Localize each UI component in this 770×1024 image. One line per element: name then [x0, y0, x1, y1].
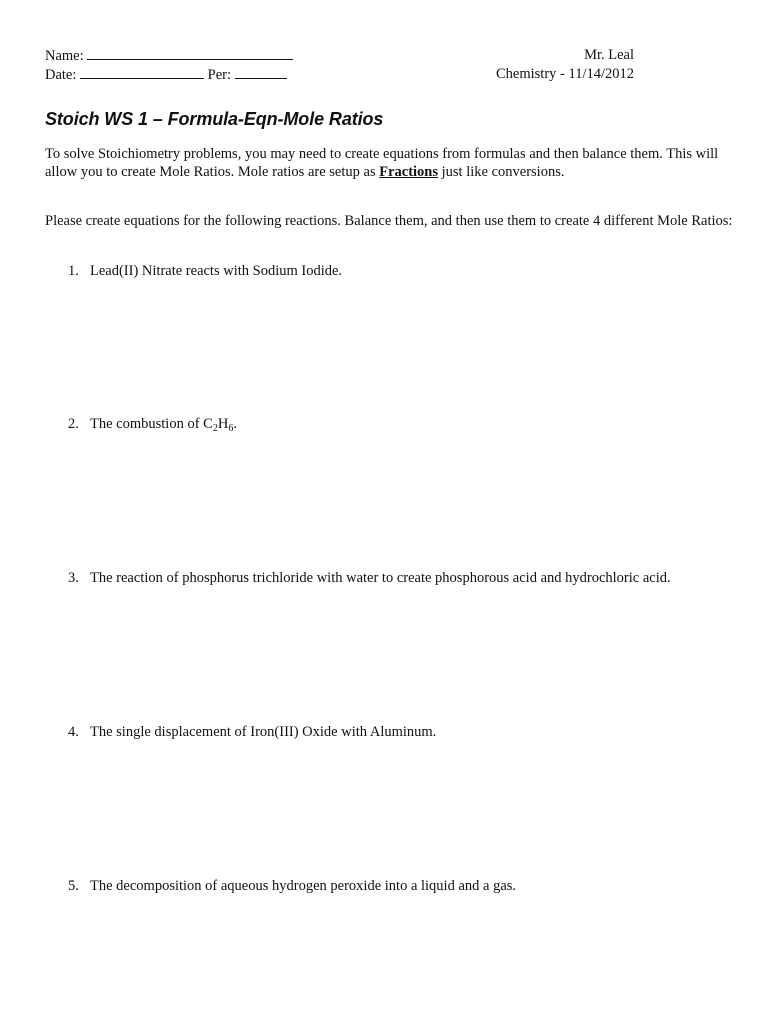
name-line — [45, 46, 293, 65]
intro-text-2: just like conversions. — [441, 164, 565, 180]
intro-emphasis: Fractions — [379, 164, 439, 180]
question-text: Lead(II) Nitrate reacts with Sodium Iodide. — [90, 263, 343, 279]
answer-space-1[interactable] — [68, 282, 728, 412]
question-text: The decomposition of aqueous hydrogen peroxide into a liquid and a gas. — [90, 878, 517, 894]
per-label: Per: — [207, 67, 232, 83]
name-label: Name: — [45, 48, 84, 64]
question-text: The single displacement of Iron(III) Oxide with Aluminum. — [90, 724, 437, 740]
question-4 — [68, 723, 436, 741]
answer-space-2[interactable] — [68, 436, 728, 566]
question-number: 3. — [68, 570, 79, 586]
question-1 — [68, 262, 342, 280]
name-blank[interactable] — [87, 46, 293, 60]
worksheet-title: Stoich WS 1 – Formula-Eqn-Mole Ratios — [45, 109, 384, 129]
question-3 — [68, 569, 671, 587]
question-number: 2. — [68, 416, 79, 432]
question-number: 5. — [68, 878, 79, 894]
date-line — [45, 65, 287, 84]
question-5 — [68, 877, 516, 895]
answer-space-4[interactable] — [68, 744, 728, 874]
subscript-carbon: 2 — [212, 423, 218, 434]
question-2 — [68, 415, 237, 433]
date-blank[interactable] — [80, 65, 204, 79]
question-text-suffix: . — [233, 416, 237, 432]
question-number: 1. — [68, 263, 79, 279]
question-text-prefix: The combustion of C — [90, 416, 213, 432]
question-text: The reaction of phosphorus trichloride with water to create phosphorous acid and hydrochloric acid. — [90, 570, 671, 586]
question-number: 4. — [68, 724, 79, 740]
instructions-paragraph: Please create equations for the following reactions. Balance them, and then use them to create 4 different Mole Ratios: — [45, 213, 733, 229]
answer-space-5[interactable] — [68, 898, 728, 1008]
subscript-hydrogen: 6 — [228, 423, 234, 434]
answer-space-3[interactable] — [68, 590, 728, 720]
intro-paragraph — [45, 145, 745, 181]
date-label: Date: — [45, 67, 77, 83]
teacher-name: Mr. Leal — [584, 47, 634, 63]
intro-text-1: To solve Stoichiometry problems, you may need to create equations from formulas and then balance them. This will allow you to create Mole Ratios. Mole ratios are setup as — [45, 146, 719, 180]
course-date: Chemistry - 11/14/2012 — [495, 66, 634, 82]
question-text-mid: H — [217, 416, 229, 432]
per-blank[interactable] — [235, 65, 287, 79]
